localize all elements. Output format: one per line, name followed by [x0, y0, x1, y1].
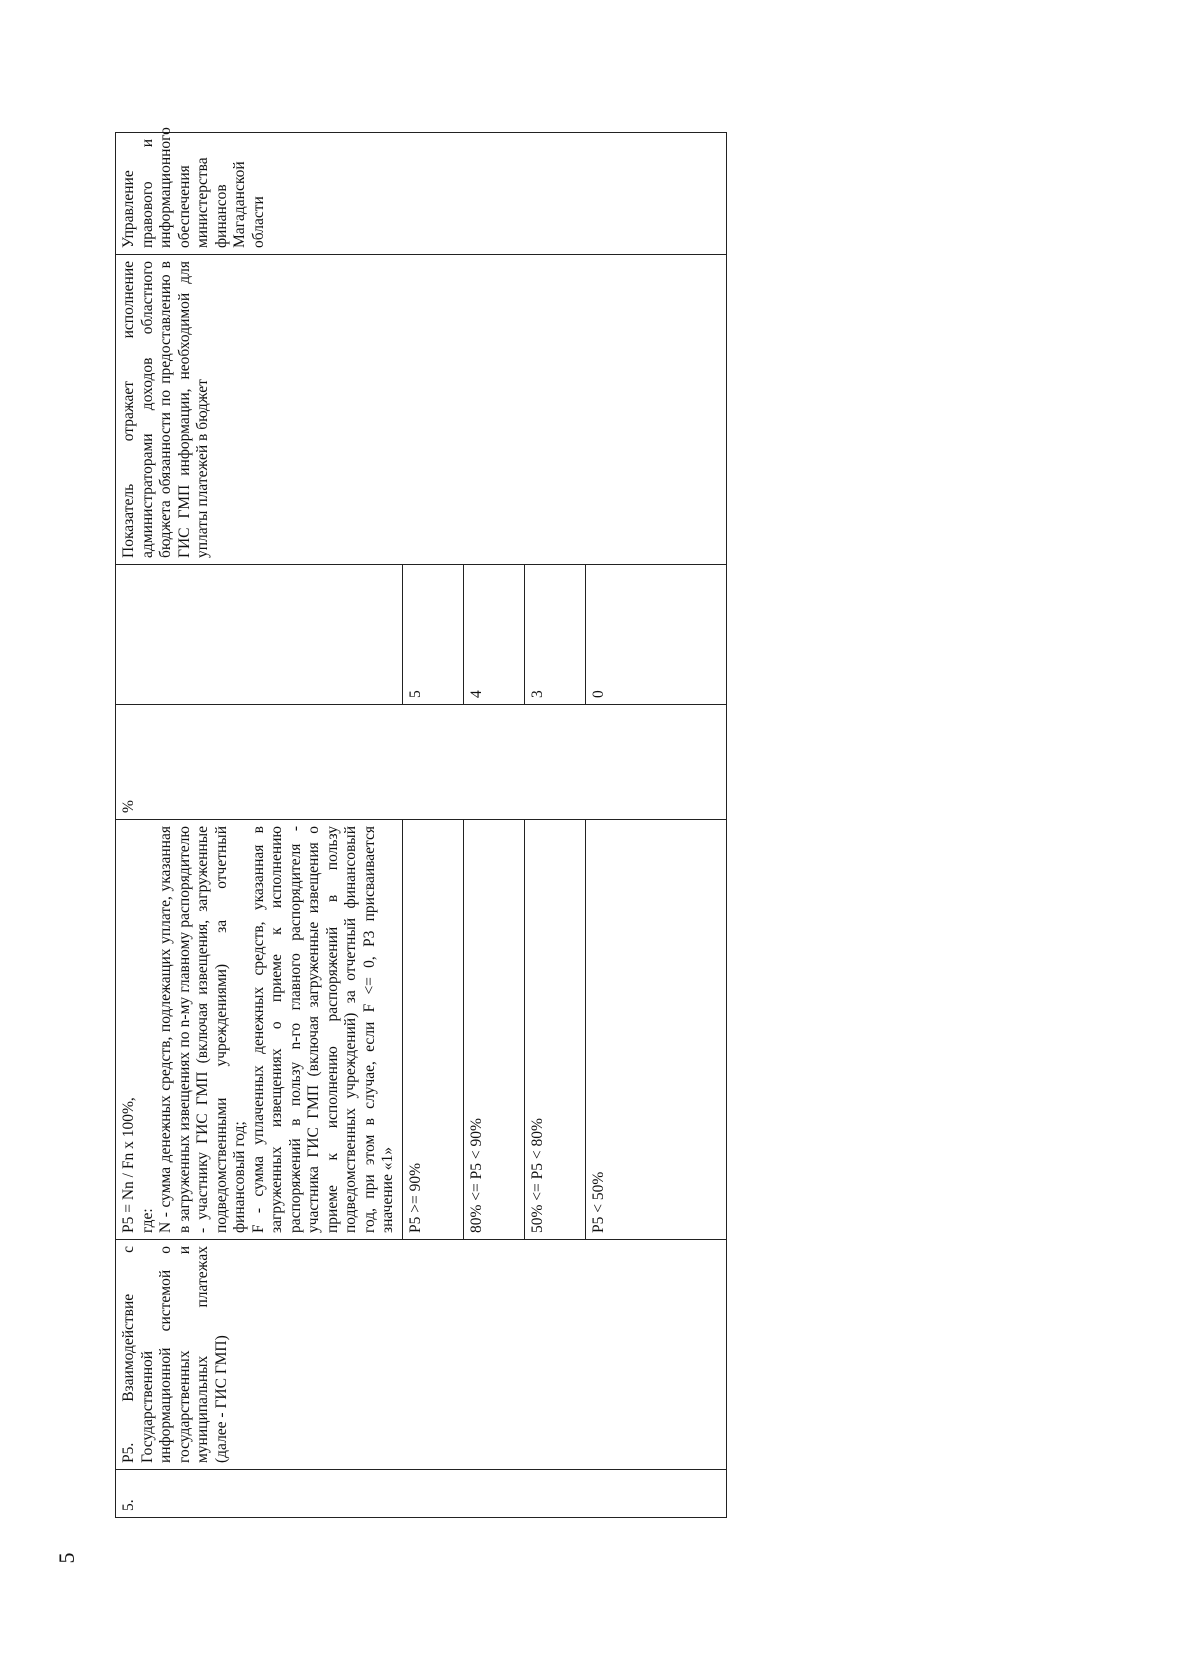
description-cell: Показатель отражает исполнение администраторами доходов областного бюджета обязанности по предоставлению в ГИС ГМП информации, необходимой для уплаты платежей в бюджет	[116, 255, 727, 565]
unit-cell: %	[116, 705, 727, 820]
responsible-cell: Управление правового и информационного обеспечения министерства финансов Магаданской области	[116, 133, 727, 255]
scale-condition: 50% <= P5 < 80%	[524, 820, 585, 1240]
scale-condition: P5 < 50%	[585, 820, 726, 1240]
scale-score: 0	[585, 565, 726, 705]
table-row	[116, 133, 403, 1518]
scale-condition: 80% <= P5 < 90%	[463, 820, 524, 1240]
formula: P5 = Nn / Fn x 100%,	[120, 1097, 137, 1233]
score-blank	[116, 565, 403, 705]
scale-score: 3	[524, 565, 585, 705]
f-definition: F - сумма уплаченных денежных средств, указанная в загруженных извещениях о приеме к исполнению распоряжений в пользу n-го главного распорядителя - участника ГИС ГМП (включая загруженные извещения о приеме к исполнению распоряжений в пользу подведомственных учреждений) за отчетный финансовый год, при этом в случае, если F <= 0, P3 присваивается значение «1»	[249, 826, 396, 1233]
scale-score: 5	[402, 565, 463, 705]
scale-score: 4	[463, 565, 524, 705]
indicator-name: P5. Взаимодействие с Государственной информационной системой о государственных и муниципальных платежах (далее - ГИС ГМП)	[116, 1240, 727, 1470]
page-number: 5	[54, 1552, 79, 1564]
formula-cell	[116, 820, 403, 1240]
n-definition: N - сумма денежных средств, подлежащих уплате, указанная в загруженных извещениях по n-му главному распорядителю - участнику ГИС ГМП (включая извещения, загруженные подведомственными учреждениями) за отчетный финансовый год;	[157, 826, 248, 1233]
scale-condition: P5 >= 90%	[402, 820, 463, 1240]
formula-where: где:	[138, 1208, 156, 1233]
row-number: 5.	[116, 1470, 727, 1518]
rotated-page-content	[115, 127, 1070, 1518]
indicator-table	[115, 127, 727, 1518]
